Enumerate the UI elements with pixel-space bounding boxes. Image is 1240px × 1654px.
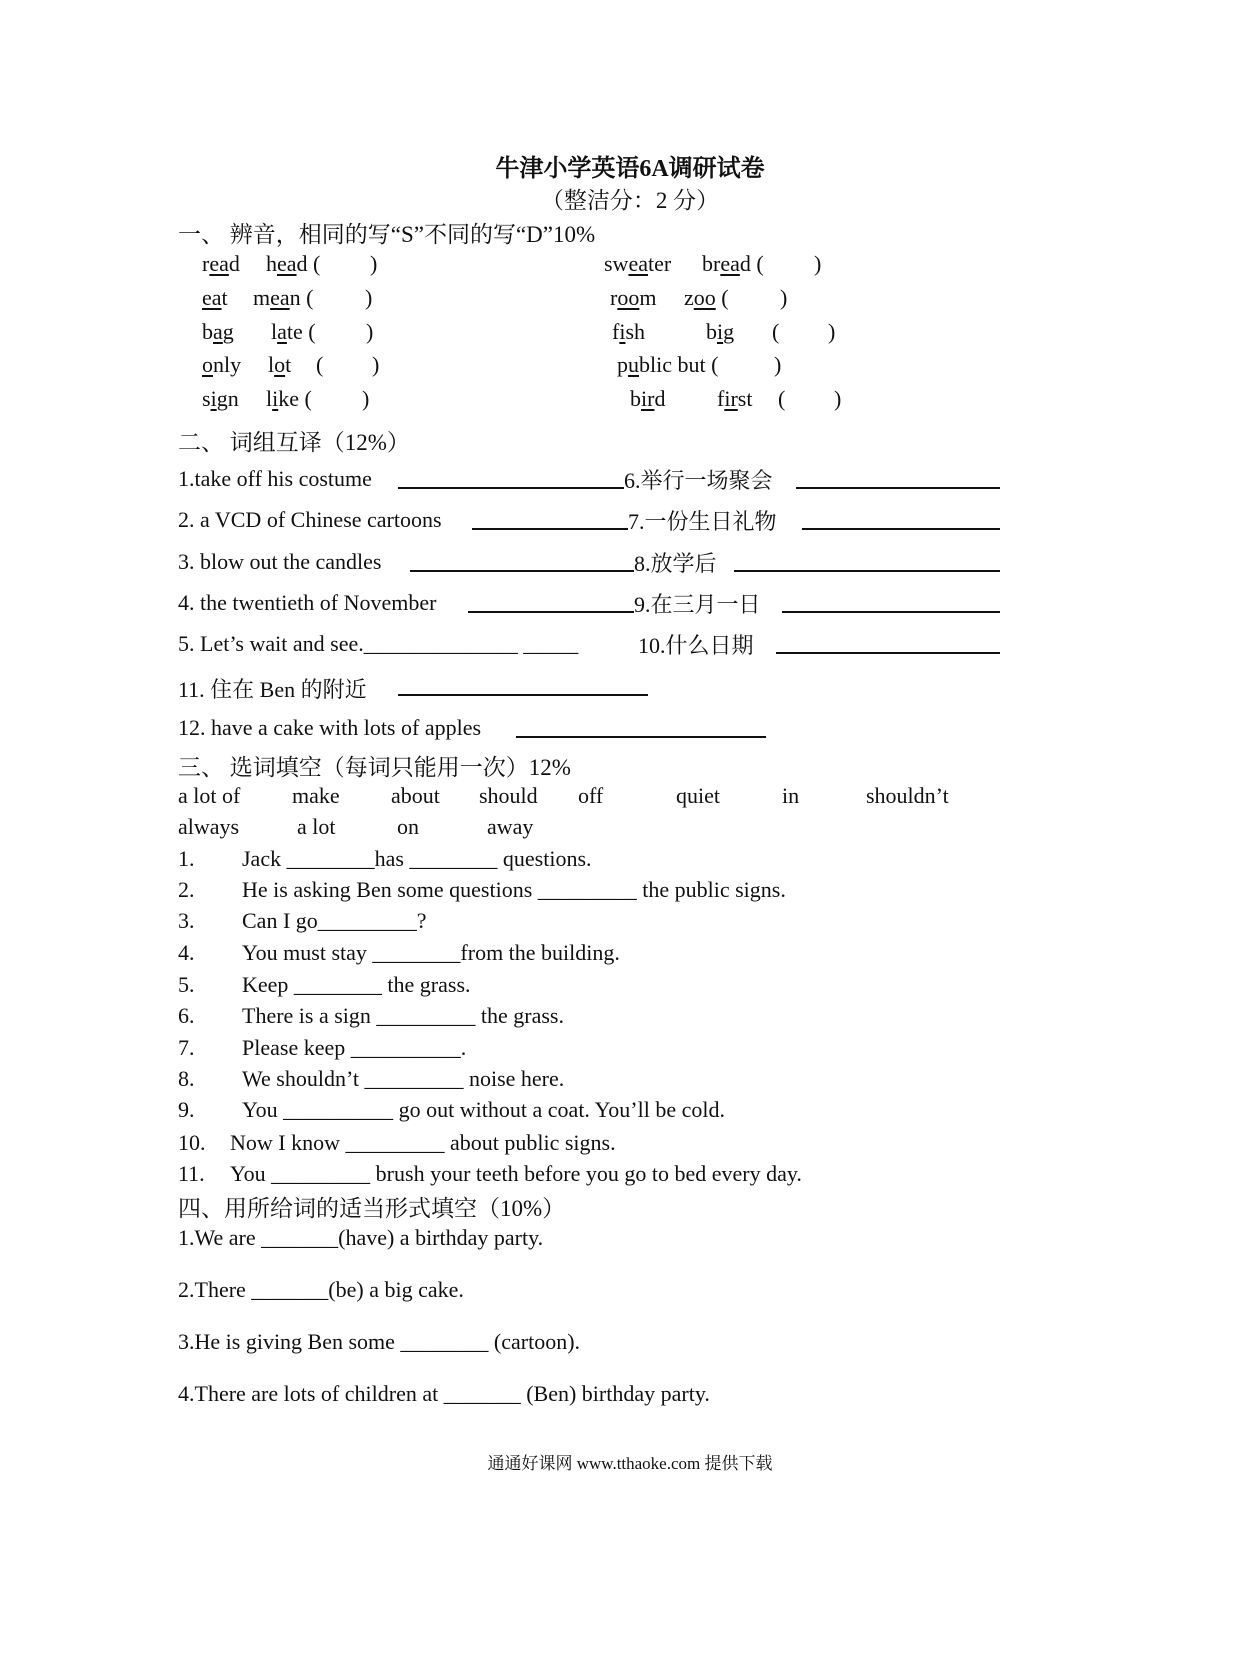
answer-line — [802, 528, 1000, 530]
list-item: 10. Now I know _________ about public signs. — [178, 1130, 616, 1155]
page-footer: 通通好课网 www.tthaoke.com 提供下载 — [487, 1454, 773, 1473]
list-item: 8. We shouldn’t _________ noise here. — [178, 1066, 565, 1091]
word-bank-item: always — [178, 814, 240, 839]
word-bank-item: in — [782, 783, 800, 808]
pair-word: mean ( — [253, 285, 314, 310]
word-bank-item: a lot of — [178, 783, 241, 808]
phrase-right: 10.什么日期 — [638, 633, 754, 658]
pair-word: head ( — [266, 251, 321, 276]
pair-word: first — [717, 386, 753, 411]
section2-heading: 二、 词组互译（12%） — [178, 430, 410, 455]
pair-word: read — [202, 251, 240, 276]
word-bank-item: make — [292, 783, 340, 808]
word-bank-item: quiet — [676, 783, 720, 808]
phrase-left: 4. the twentieth of November — [178, 590, 437, 615]
list-item: 5. Keep ________ the grass. — [178, 972, 471, 997]
pair-word: bread ( — [702, 251, 764, 276]
answer-open: ( — [772, 319, 780, 344]
answer-line — [398, 487, 624, 489]
list-item: 6. There is a sign _________ the grass. — [178, 1003, 564, 1028]
phrase-right: 8.放学后 — [634, 551, 717, 576]
answer-line — [776, 652, 1000, 654]
answer-close: ) — [362, 386, 370, 411]
list-item: 1.We are _______(have) a birthday party. — [178, 1225, 544, 1250]
answer-close: ) — [814, 251, 822, 276]
pair-word: like ( — [266, 386, 312, 411]
word-bank-item: shouldn’t — [866, 783, 949, 808]
answer-line — [734, 570, 1000, 572]
answer-line — [516, 736, 766, 738]
answer-close: ) — [828, 319, 836, 344]
section4-heading: 四、用所给词的适当形式填空（10%） — [178, 1196, 566, 1221]
list-item: 4.There are lots of children at _______ (Ben) birthday party. — [178, 1381, 710, 1406]
answer-line — [796, 487, 1000, 489]
pair-word: only — [202, 352, 242, 377]
phrase-right: 9.在三月一日 — [634, 592, 761, 617]
pair-word: late ( — [271, 319, 316, 344]
pair-word: bird — [630, 386, 666, 411]
pair-word: eat — [202, 285, 228, 310]
answer-close: ) — [365, 285, 373, 310]
page-title: 牛津小学英语6A调研试卷 — [495, 156, 765, 182]
phrase-right: 6.举行一场聚会 — [624, 468, 773, 493]
answer-open: ( — [778, 386, 786, 411]
answer-close: ) — [366, 319, 374, 344]
pair-word: room — [610, 285, 657, 310]
section1-heading: 一、 辨音，相同的写“S”不同的写“D”10% — [178, 222, 596, 247]
answer-close: ) — [774, 352, 782, 377]
list-item: 2. He is asking Ben some questions _________ the public signs. — [178, 877, 786, 902]
list-item: 4. You must stay ________from the building. — [178, 940, 620, 965]
answer-line — [398, 694, 648, 696]
pair-word: public but ( — [617, 352, 719, 377]
phrase-extra: 11. 住在 Ben 的附近 — [178, 677, 367, 702]
answer-line — [468, 611, 634, 613]
phrase-right: 7.一份生日礼物 — [628, 509, 777, 534]
page-subtitle: （整洁分：2 分） — [540, 188, 720, 213]
pair-word: zoo ( — [684, 285, 729, 310]
word-bank-item: should — [479, 783, 538, 808]
pair-word: sign — [202, 386, 239, 411]
phrase-extra: 12. have a cake with lots of apples — [178, 715, 482, 740]
list-item: 3.He is giving Ben some ________ (cartoon). — [178, 1329, 581, 1354]
phrase-left: 1.take off his costume — [178, 466, 372, 491]
answer-line — [782, 611, 1000, 613]
list-item: 1. Jack ________has ________ questions. — [178, 846, 592, 871]
list-item: 9. You __________ go out without a coat. You’ll be cold. — [178, 1097, 725, 1122]
pair-word: big — [706, 319, 735, 344]
phrase-left: 5. Let’s wait and see.______________ _____ — [178, 631, 579, 656]
answer-close: ) — [780, 285, 788, 310]
list-item: 2.There _______(be) a big cake. — [178, 1277, 464, 1302]
answer-close: ) — [372, 352, 380, 377]
pair-word: fish — [612, 319, 646, 344]
word-bank-item: on — [397, 814, 419, 839]
word-bank-item: about — [391, 783, 440, 808]
list-item: 11. You _________ brush your teeth before you go to bed every day. — [178, 1161, 802, 1186]
word-bank-item: a lot — [297, 814, 336, 839]
answer-close: ) — [834, 386, 842, 411]
pair-word: lot — [268, 352, 292, 377]
list-item: 7. Please keep __________. — [178, 1035, 467, 1060]
answer-close: ) — [370, 251, 378, 276]
list-item: 3. Can I go_________? — [178, 908, 427, 933]
word-bank-item: away — [487, 814, 534, 839]
phrase-left: 3. blow out the candles — [178, 549, 382, 574]
pair-word: bag — [202, 319, 234, 344]
answer-line — [410, 570, 634, 572]
answer-open: ( — [316, 352, 324, 377]
word-bank-item: off — [578, 783, 604, 808]
phrase-left: 2. a VCD of Chinese cartoons — [178, 507, 442, 532]
section3-heading: 三、 选词填空（每词只能用一次）12% — [178, 755, 571, 780]
pair-word: sweater — [604, 251, 672, 276]
answer-line — [472, 528, 628, 530]
